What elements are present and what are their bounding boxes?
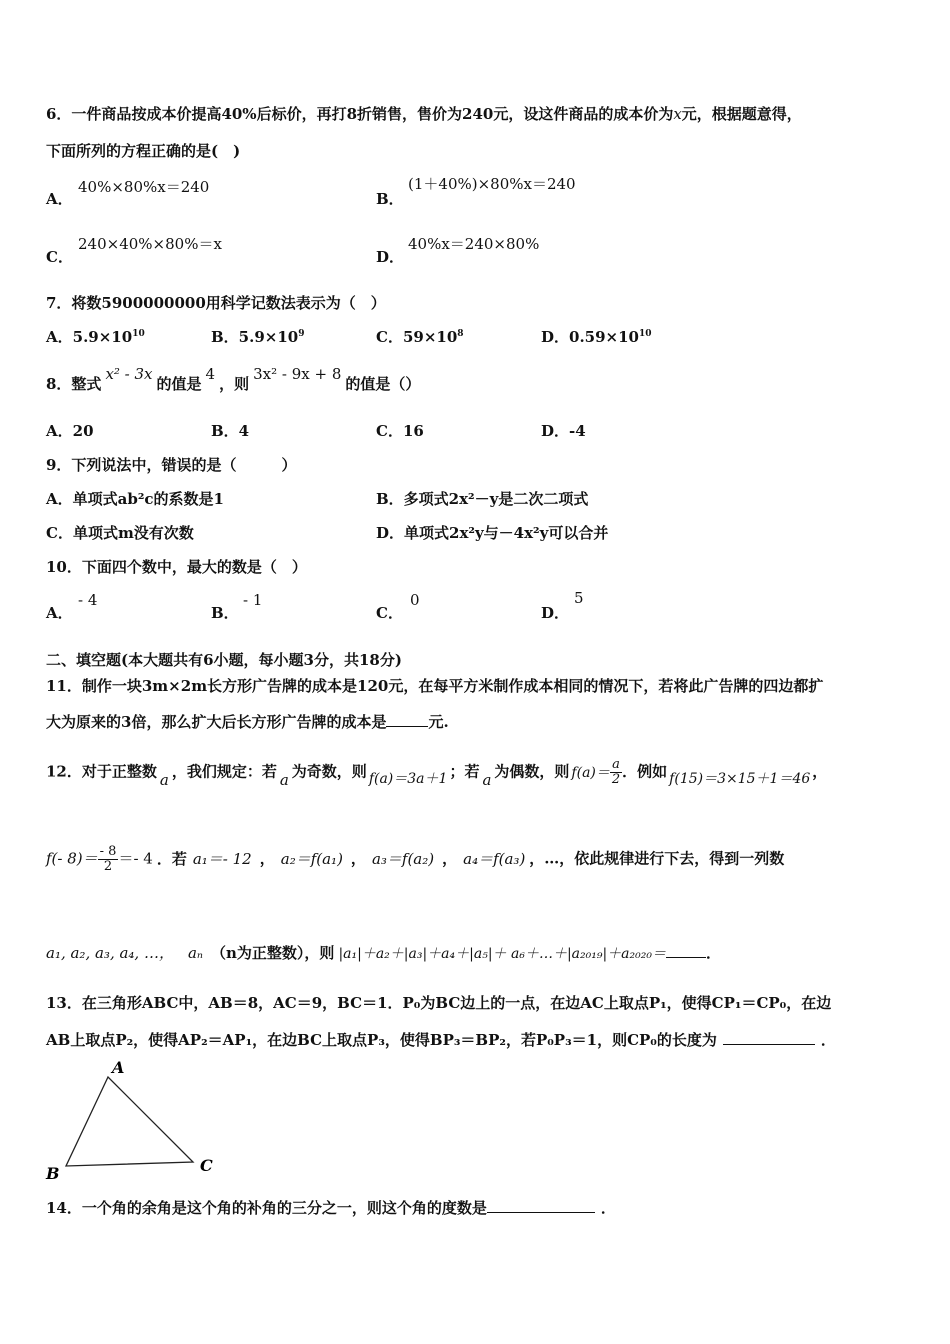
q6-option-b-label: B． (376, 190, 404, 208)
q10-option-c-label: C． (376, 604, 403, 622)
q14-line: 14．一个角的余角是这个角的补角的三分之一，则这个角的度数是 ． (46, 1199, 616, 1217)
q8-value: 4 (205, 365, 216, 383)
q13-answer-blank (723, 1044, 815, 1045)
q12-example1: f(15)＝3×15＋1＝46 (669, 770, 811, 787)
q10-option-a-label: A． (46, 604, 73, 622)
q9-option-d: D．单项式2x²y与－4x²y可以合并 (376, 524, 609, 542)
q7-option-b: B．$5.9\times 10^9$ (211, 328, 305, 346)
vertex-label-c: C (200, 1156, 213, 1175)
q10-option-c: 0 (410, 591, 420, 609)
q14-answer-blank (487, 1212, 595, 1213)
q6-line1: 6．一件商品按成本价提高40%后标价，再打8折销售，售价为240元，设这件商品的成本价为x元，根据题意得， (46, 105, 802, 123)
q6-option-c-label: C． (46, 248, 73, 266)
q8-stem: 8．整式x² - 3x的值是4，则3x² - 9x + 8的值是（） (46, 365, 421, 393)
q11-answer-blank (386, 726, 428, 727)
q9-option-a: A．单项式ab²c的系数是1 (46, 490, 224, 508)
q12-example2-fraction: $\frac{- 8}{2}$ (99, 844, 117, 874)
q8-option-b: B．4 (211, 422, 250, 440)
triangle-figure (40, 1055, 230, 1185)
q6-option-a-label: A． (46, 190, 73, 208)
q12-sum-expression: |a₁|＋a₂＋|a₃|＋a₄＋|a₅|＋ a₆＋…＋|a₂₀₁₉|＋a₂₀₂₀＝ (338, 946, 666, 962)
q11-line2: 大为原来的3倍，那么扩大后长方形广告牌的成本是 元. (46, 713, 449, 731)
q10-option-a: - 4 (78, 591, 98, 609)
section-heading: 二、填空题(本大题共有6小题，每小题3分，共18分) (46, 651, 402, 669)
q6-option-b: (1＋40%)×80%x＝240 (408, 175, 576, 193)
q8-option-c: C．16 (376, 422, 424, 440)
q6-option-d: 40%x＝240×80% (408, 235, 540, 253)
q6-option-a: 40%×80%x＝240 (78, 178, 210, 196)
q10-option-d-label: D． (541, 604, 570, 622)
q6-option-d-label: D． (376, 248, 405, 266)
q12-f-odd: f(a)＝3a＋1 (368, 770, 448, 787)
q8-option-d: D．-4 (541, 422, 586, 440)
q6-line2: 下面所列的方程正确的是( ) (46, 142, 241, 160)
q13-line2: AB上取点P₂，使得AP₂＝AP₁，在边BC上取点P₃，使得BP₃＝BP₂，若P₀P₃＝1，则CP₀的长度为 ． (46, 1031, 836, 1049)
vertex-label-a: A (112, 1058, 125, 1077)
q10-option-b: - 1 (243, 591, 263, 609)
q12-line3: a₁, a₂, a₃, a₄, …， aₙ （n为正整数），则 |a₁|＋a₂＋|a₃|＋a₄＋|a₅|＋ a₆＋…＋|a₂₀₁₉|＋a₂₀₂₀＝ ． (46, 944, 721, 962)
q12-line1: 12．对于正整数 a ，我们规定：若 a 为奇数，则 f(a)＝3a＋1 ；若 a 为偶数，则 f(a)＝ $\frac{a}{2}$ ．例如 f(15)＝3×15＋1＝46 ， (46, 757, 828, 789)
q7-option-d: D．$0.59\times 10^{10}$ (541, 328, 652, 346)
q11-line1: 11．制作一块3m×2m长方形广告牌的成本是120元，在每平方米制作成本相同的情况下，若将此广告牌的四边都扩 (46, 677, 824, 695)
q8-option-a: A．20 (46, 422, 94, 440)
triangle-abc (66, 1077, 193, 1166)
q9-option-b: B．多项式2x²－y是二次二项式 (376, 490, 589, 508)
q9-option-c: C．单项式m没有次数 (46, 524, 194, 542)
q13-line1: 13．在三角形ABC中，AB＝8，AC＝9，BC＝1．P₀为BC边上的一点，在边AC上取点P₁，使得CP₁＝CP₀，在边 (46, 994, 832, 1012)
q12-f-even-fraction: $\frac{a}{2}$ (611, 757, 621, 787)
q7-stem: 7．将数5900000000用科学记数法表示为（ ） (46, 294, 386, 312)
q8-expr2: 3x² - 9x + 8 (253, 365, 342, 383)
q12-example2: f(- 8)＝ (46, 849, 98, 868)
q8-expr1: x² - 3x (105, 365, 153, 383)
q12-sequence: a₁, a₂, a₃, a₄, …， (46, 944, 174, 962)
q12-answer-blank (666, 957, 706, 958)
q12-line2: f(- 8)＝ $\frac{- 8}{2}$ ＝- 4 ．若 a₁＝- 12 ， a₂＝f(a₁) ， a₃＝f(a₂) ， a₄＝f(a₃) ，…，依此规律进行下去，得到一列数 (46, 844, 785, 874)
q10-option-b-label: B． (211, 604, 239, 622)
q6-option-c: 240×40%×80%＝x (78, 235, 222, 253)
vertex-label-b: B (46, 1164, 60, 1183)
q7-option-c: C．$59\times 10^8$ (376, 328, 464, 346)
q10-option-d: 5 (574, 589, 584, 607)
q12-f-even: f(a)＝ (571, 764, 610, 781)
q7-option-a: A．$5.9\times 10^{10}$ (46, 328, 145, 346)
q10-stem: 10．下面四个数中，最大的数是（ ） (46, 558, 307, 576)
q9-stem: 9．下列说法中，错误的是（ ） (46, 456, 297, 474)
